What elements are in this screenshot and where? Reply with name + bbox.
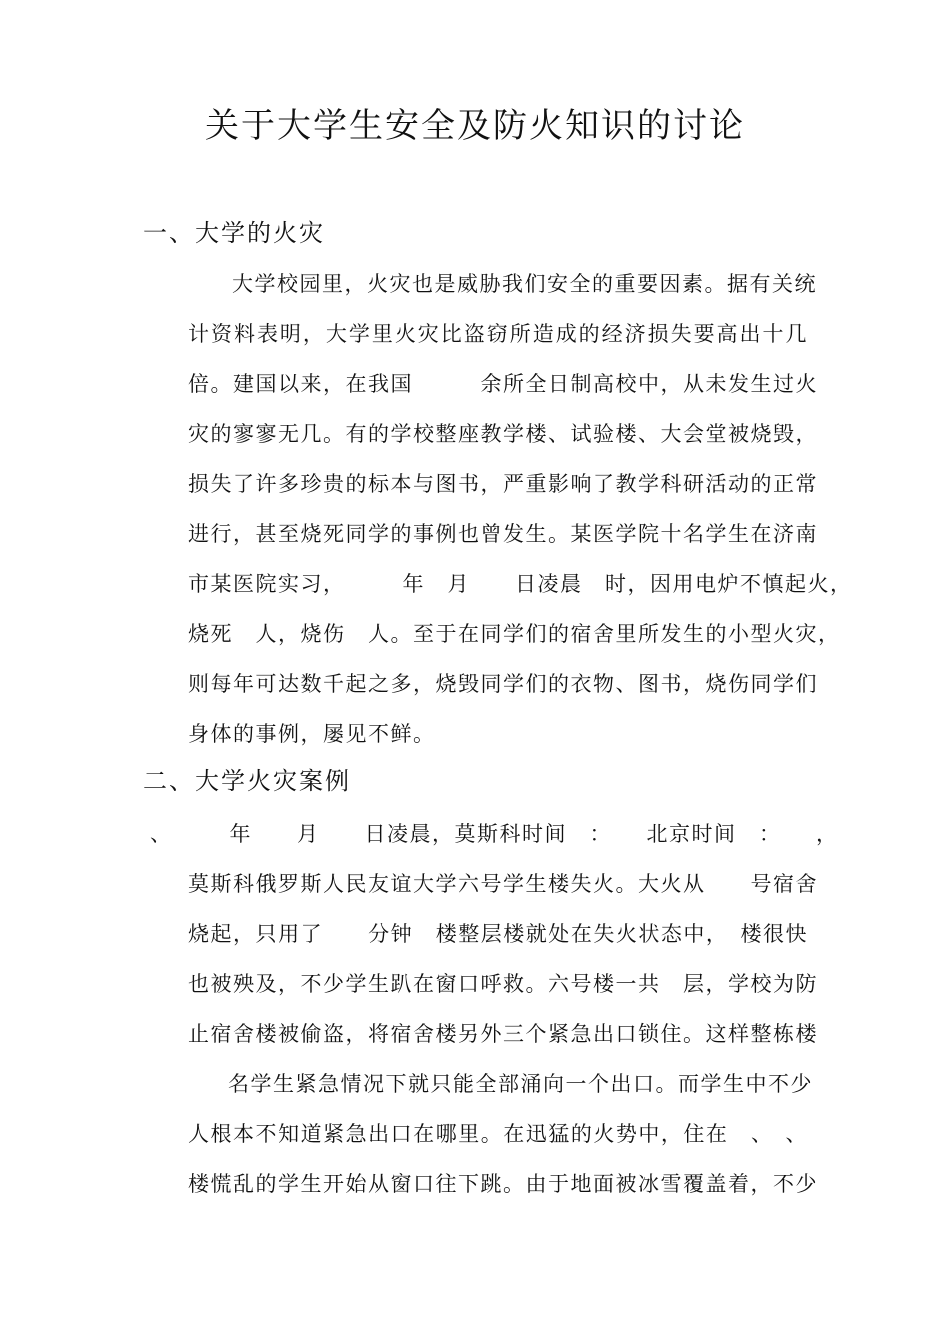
paragraph-line: 计资料表明，大学里火灾比盗窃所造成的经济损失要高出十几 — [188, 322, 808, 346]
paragraph-line: 大学校园里，火灾也是威胁我们安全的重要因素。据有关统 — [232, 272, 817, 296]
paragraph-line: 莫斯科俄罗斯人民友谊大学六号学生楼失火。大火从 号宿舍 — [188, 872, 818, 896]
section-heading-2: 二、大学火灾案例 — [143, 767, 351, 795]
paragraph-line: 进行，甚至烧死同学的事例也曾发生。某医学院十名学生在济南 — [188, 522, 818, 546]
paragraph-line: 损失了许多珍贵的标本与图书，严重影响了教学科研活动的正常 — [188, 472, 818, 496]
paragraph-line: 身体的事例，屡见不鲜。 — [188, 722, 436, 746]
paragraph-line: 则每年可达数千起之多，烧毁同学们的衣物、图书，烧伤同学们 — [188, 672, 818, 696]
paragraph-line: 止宿舍楼被偷盗，将宿舍楼另外三个紧急出口锁住。这样整栋楼 — [188, 1022, 818, 1046]
paragraph-line: 楼慌乱的学生开始从窗口往下跳。由于地面被冰雪覆盖着，不少 — [188, 1172, 818, 1196]
document-title: 关于大学生安全及防火知识的讨论 — [205, 106, 745, 146]
paragraph-line: 烧死 人，烧伤 人。至于在同学们的宿舍里所发生的小型火灾， — [188, 622, 841, 646]
paragraph-line: 名学生紧急情况下就只能全部涌向一个出口。而学生中不少 — [228, 1072, 813, 1096]
paragraph-line: 烧起，只用了 分钟 楼整层楼就处在失火状态中， 楼很快 — [188, 922, 808, 946]
paragraph-line: 市某医院实习， 年 月 日凌晨 时，因用电炉不慎起火， — [188, 572, 853, 596]
paragraph-line: 倍。建国以来，在我国 余所全日制高校中，从未发生过火 — [188, 372, 818, 396]
section-heading-1: 一、大学的火灾 — [143, 219, 325, 247]
paragraph-line: 人根本不知道紧急出口在哪里。在迅猛的火势中，住在 、 、 — [188, 1122, 808, 1146]
paragraph-line: 灾的寥寥无几。有的学校整座教学楼、试验楼、大会堂被烧毁， — [188, 422, 818, 446]
paragraph-line: 、 年 月 日凌晨，莫斯科时间 ： 北京时间 ： ， — [150, 822, 839, 846]
paragraph-line: 也被殃及，不少学生趴在窗口呼救。六号楼一共 层，学校为防 — [188, 972, 818, 996]
